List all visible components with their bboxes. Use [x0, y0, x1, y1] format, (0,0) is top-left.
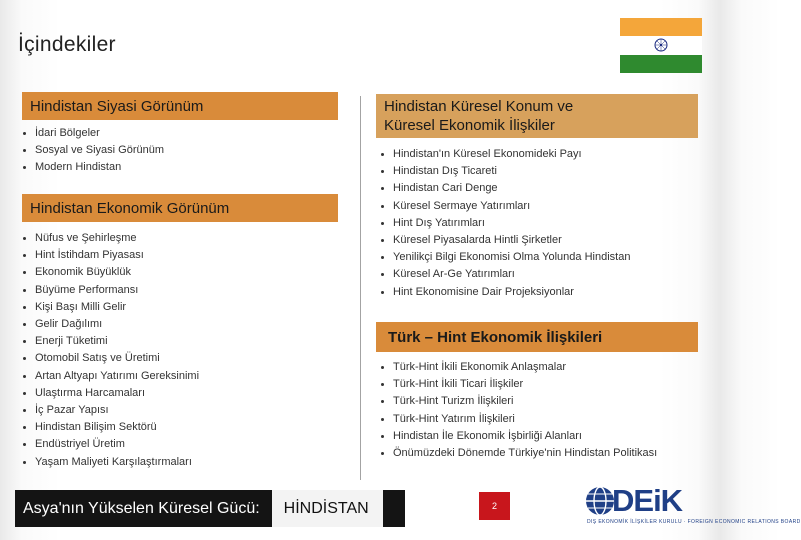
footer-tag: HİNDİSTAN: [272, 490, 383, 527]
list-item[interactable]: Hindistan Cari Denge: [380, 180, 630, 197]
list-item[interactable]: Hint Ekonomisine Dair Projeksiyonlar: [380, 284, 630, 301]
list-item[interactable]: Hindistan Dış Ticareti: [380, 163, 630, 180]
logo-wordmark: DEiK: [612, 483, 683, 518]
page-title: İçindekiler: [18, 33, 116, 56]
list-item[interactable]: Nüfus ve Şehirleşme: [22, 230, 199, 247]
list-item[interactable]: Türk-Hint İkili Ekonomik Anlaşmalar: [380, 359, 657, 376]
section-header-ekonomik: Hindistan Ekonomik Görünüm: [22, 194, 338, 222]
list-item[interactable]: Artan Altyapı Yatırımı Gereksinimi: [22, 368, 199, 385]
list-item[interactable]: Türk-Hint İkili Ticari İlişkiler: [380, 376, 657, 393]
list-item[interactable]: Sosyal ve Siyasi Görünüm: [22, 142, 164, 159]
page-number-badge: 2: [479, 492, 510, 520]
list-item[interactable]: Küresel Ar-Ge Yatırımları: [380, 266, 630, 283]
list-item[interactable]: Kişi Başı Milli Gelir: [22, 299, 199, 316]
logo-subtext: DIŞ EKONOMİK İLİŞKİLER KURULU · FOREIGN ECONOMIC RELATIONS BOARD: [587, 519, 801, 525]
list-item[interactable]: Önümüzdeki Dönemde Türkiye'nin Hindistan Politikası: [380, 445, 657, 462]
list-siyasi: [22, 125, 164, 177]
footer-title-bar: [15, 490, 405, 527]
list-item[interactable]: Küresel Piyasalarda Hintli Şirketler: [380, 232, 630, 249]
list-item[interactable]: İç Pazar Yapısı: [22, 402, 199, 419]
list-kuresel: [380, 146, 630, 301]
globe-icon: [585, 484, 615, 518]
section-header-turk-hint: Türk – Hint Ekonomik İlişkileri: [376, 322, 698, 352]
list-item[interactable]: Modern Hindistan: [22, 159, 164, 176]
list-item[interactable]: Hint İstihdam Piyasası: [22, 247, 199, 264]
list-item[interactable]: Yaşam Maliyeti Karşılaştırmaları: [22, 454, 199, 471]
list-item[interactable]: Hindistan İle Ekonomik İşbirliği Alanları: [380, 428, 657, 445]
footer-label: Asya'nın Yükselen Küresel Gücü:: [23, 499, 260, 517]
list-item[interactable]: Endüstriyel Üretim: [22, 436, 199, 453]
section-header-siyasi: Hindistan Siyasi Görünüm: [22, 92, 338, 120]
list-item[interactable]: Hint Dış Yatırımları: [380, 215, 630, 232]
list-item[interactable]: Yenilikçi Bilgi Ekonomisi Olma Yolunda Hindistan: [380, 249, 630, 266]
deik-logo: [585, 482, 801, 536]
list-turk-hint: [380, 359, 657, 462]
list-item[interactable]: Ekonomik Büyüklük: [22, 264, 199, 281]
list-item[interactable]: Hindistan Bilişim Sektörü: [22, 419, 199, 436]
list-item[interactable]: Gelir Dağılımı: [22, 316, 199, 333]
list-item[interactable]: Türk-Hint Yatırım İlişkileri: [380, 411, 657, 428]
list-item[interactable]: Büyüme Performansı: [22, 282, 199, 299]
list-item[interactable]: Enerji Tüketimi: [22, 333, 199, 350]
column-divider: [360, 96, 361, 480]
list-item[interactable]: Otomobil Satış ve Üretimi: [22, 350, 199, 367]
list-item[interactable]: Hindistan'ın Küresel Ekonomideki Payı: [380, 146, 630, 163]
list-item[interactable]: Türk-Hint Turizm İlişkileri: [380, 393, 657, 410]
section-header-kuresel: Hindistan Küresel Konum ve Küresel Ekonomik İlişkiler: [376, 94, 698, 138]
ashoka-chakra-icon: [654, 38, 668, 52]
list-ekonomik: [22, 230, 199, 471]
list-item[interactable]: Ulaştırma Harcamaları: [22, 385, 199, 402]
india-flag-image: [620, 18, 702, 73]
list-item[interactable]: Küresel Sermaye Yatırımları: [380, 198, 630, 215]
list-item[interactable]: İdari Bölgeler: [22, 125, 164, 142]
